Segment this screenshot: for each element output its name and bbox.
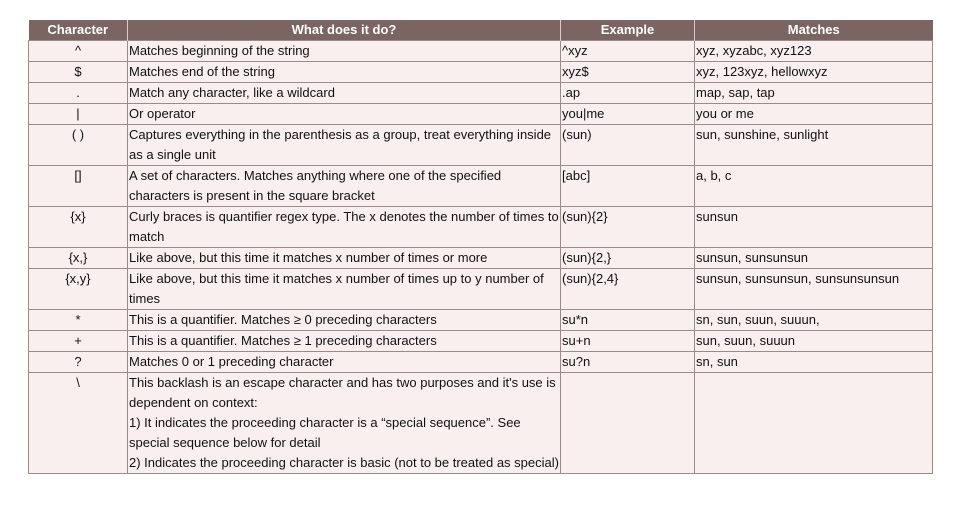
cell-example: su?n bbox=[561, 352, 695, 373]
cell-example bbox=[561, 373, 695, 474]
table-body bbox=[29, 41, 933, 474]
cell-description: Or operator bbox=[128, 104, 561, 125]
table-row bbox=[29, 207, 933, 248]
cell-description: Matches beginning of the string bbox=[128, 41, 561, 62]
cell-example: su+n bbox=[561, 331, 695, 352]
cell-matches: sunsun bbox=[695, 207, 933, 248]
cell-example: .ap bbox=[561, 83, 695, 104]
header-row bbox=[29, 20, 933, 41]
table-row bbox=[29, 331, 933, 352]
table-row bbox=[29, 352, 933, 373]
cell-character: | bbox=[29, 104, 128, 125]
cell-example: xyz$ bbox=[561, 62, 695, 83]
cell-example: you|me bbox=[561, 104, 695, 125]
cell-matches: sun, sunshine, sunlight bbox=[695, 125, 933, 166]
cell-description: Curly braces is quantifier regex type. The x denotes the number of times to match bbox=[128, 207, 561, 248]
table-row bbox=[29, 125, 933, 166]
cell-matches: xyz, xyzabc, xyz123 bbox=[695, 41, 933, 62]
cell-character: {x,y} bbox=[29, 269, 128, 310]
table-row bbox=[29, 62, 933, 83]
cell-character: {x} bbox=[29, 207, 128, 248]
cell-description: This is a quantifier. Matches ≥ 1 preceding characters bbox=[128, 331, 561, 352]
cell-description: Matches end of the string bbox=[128, 62, 561, 83]
header-description: What does it do? bbox=[128, 20, 561, 41]
table-row bbox=[29, 41, 933, 62]
cell-description: Like above, but this time it matches x number of times or more bbox=[128, 248, 561, 269]
cell-matches: sunsun, sunsunsun bbox=[695, 248, 933, 269]
cell-matches: sn, sun, suun, suuun, bbox=[695, 310, 933, 331]
header-character: Character bbox=[29, 20, 128, 41]
cell-matches: xyz, 123xyz, hellowxyz bbox=[695, 62, 933, 83]
cell-matches: sun, suun, suuun bbox=[695, 331, 933, 352]
header-example: Example bbox=[561, 20, 695, 41]
cell-character: . bbox=[29, 83, 128, 104]
cell-description: This is a quantifier. Matches ≥ 0 preceding characters bbox=[128, 310, 561, 331]
cell-example: (sun) bbox=[561, 125, 695, 166]
cell-description: Match any character, like a wildcard bbox=[128, 83, 561, 104]
cell-matches: a, b, c bbox=[695, 166, 933, 207]
table-row bbox=[29, 373, 933, 474]
cell-description: This backlash is an escape character and has two purposes and it's use is dependent on context: 1) It indicates the proceeding character is a “special sequence”. See special sequence below for detail 2) Indicates the proceeding character is basic (not to be treated as special) bbox=[128, 373, 561, 474]
table-row bbox=[29, 248, 933, 269]
cell-example: (sun){2,4} bbox=[561, 269, 695, 310]
cell-character: ^ bbox=[29, 41, 128, 62]
cell-matches: you or me bbox=[695, 104, 933, 125]
cell-character: * bbox=[29, 310, 128, 331]
cell-example: (sun){2,} bbox=[561, 248, 695, 269]
cell-matches: map, sap, tap bbox=[695, 83, 933, 104]
cell-example: (sun){2} bbox=[561, 207, 695, 248]
cell-example: [abc] bbox=[561, 166, 695, 207]
regex-reference-table bbox=[28, 20, 933, 474]
cell-character: $ bbox=[29, 62, 128, 83]
cell-character: {x,} bbox=[29, 248, 128, 269]
cell-matches: sunsun, sunsunsun, sunsunsunsun bbox=[695, 269, 933, 310]
cell-description: A set of characters. Matches anything where one of the specified characters is present in the square bracket bbox=[128, 166, 561, 207]
table-row bbox=[29, 310, 933, 331]
cell-character: \ bbox=[29, 373, 128, 474]
cell-example: su*n bbox=[561, 310, 695, 331]
cell-description: Like above, but this time it matches x number of times up to y number of times bbox=[128, 269, 561, 310]
cell-matches: sn, sun bbox=[695, 352, 933, 373]
cell-character: + bbox=[29, 331, 128, 352]
cell-character: [] bbox=[29, 166, 128, 207]
cell-matches bbox=[695, 373, 933, 474]
table-row bbox=[29, 104, 933, 125]
table-row bbox=[29, 83, 933, 104]
header-matches: Matches bbox=[695, 20, 933, 41]
cell-character: ( ) bbox=[29, 125, 128, 166]
table-row bbox=[29, 269, 933, 310]
cell-description: Captures everything in the parenthesis as a group, treat everything inside as a single unit bbox=[128, 125, 561, 166]
cell-example: ^xyz bbox=[561, 41, 695, 62]
table-header bbox=[29, 20, 933, 41]
cell-description: Matches 0 or 1 preceding character bbox=[128, 352, 561, 373]
cell-character: ? bbox=[29, 352, 128, 373]
table-row bbox=[29, 166, 933, 207]
